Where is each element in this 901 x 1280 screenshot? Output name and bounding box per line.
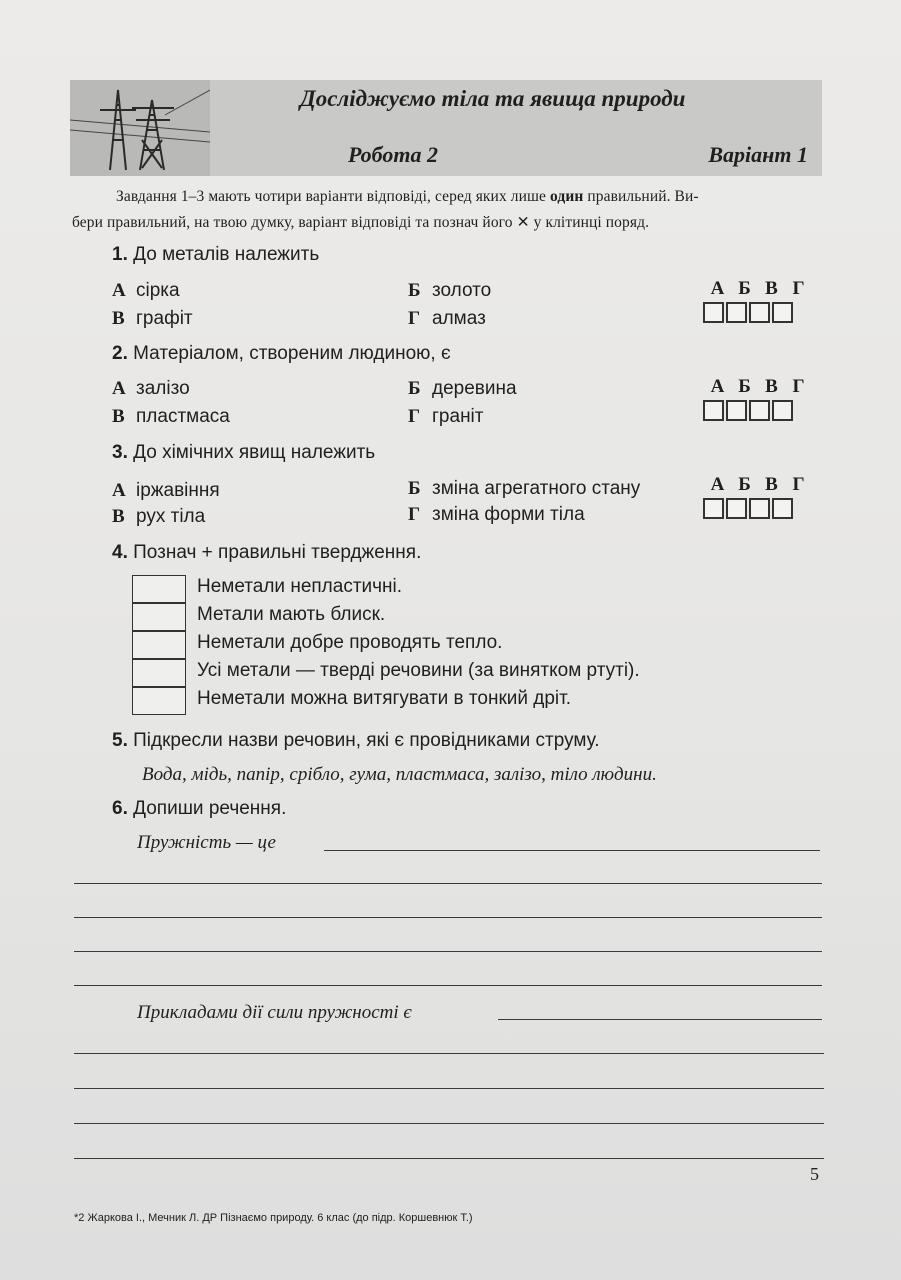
question-text: Матеріалом, створеним людиною, є [133, 343, 451, 364]
instructions [72, 184, 820, 236]
question-text: До хімічних явищ належить [133, 442, 376, 463]
answer-cell[interactable] [726, 400, 747, 421]
question-text: До металів належить [133, 244, 320, 265]
option-g: Г алмаз [408, 308, 486, 329]
instructions-line2: бери правильний, на твою думку, варіант відповіді та познач його ✕ у клітинці поряд. [72, 214, 650, 231]
option-a: А залізо [112, 378, 190, 399]
answer-cell[interactable] [703, 302, 724, 323]
answer-cells-q3[interactable] [703, 498, 795, 519]
question-text: Познач + правильні твердження. [133, 542, 422, 563]
statement-text: Неметали непластичні. [197, 576, 403, 597]
footer-note: *2 Жаркова І., Мечник Л. ДР Пізнаємо природу. 6 клас (до підр. Коршевнюк Т.) [74, 1212, 473, 1224]
option-g: Г зміна форми тіла [408, 504, 585, 525]
statement-checkbox[interactable] [132, 631, 186, 659]
option-a: А іржавіння [112, 480, 220, 501]
option-g: Г граніт [408, 406, 484, 427]
answer-line[interactable] [74, 1158, 824, 1159]
statement-checkbox[interactable] [132, 687, 186, 715]
statement-text: Усі метали — тверді речовини (за винятком ртуті). [197, 660, 640, 681]
statement-checkbox[interactable] [132, 659, 186, 687]
question-text: Підкресли назви речовин, які є провідниками струму. [133, 730, 600, 751]
instructions-bold: один [550, 188, 584, 205]
answer-line[interactable] [74, 1088, 824, 1089]
option-a: А сірка [112, 280, 180, 301]
power-tower-photo [70, 80, 210, 176]
statement-checkbox[interactable] [132, 603, 186, 631]
question-2-title [112, 343, 451, 365]
header-title: Досліджуємо тіла та явища природи [300, 86, 686, 111]
answer-grid-letters: А Б В Г [710, 278, 805, 299]
answer-line[interactable] [324, 850, 820, 851]
answer-cell[interactable] [772, 302, 793, 323]
prompt-elasticity: Пружність — це [137, 832, 276, 853]
substances-list[interactable]: Вода, мідь, папір, срібло, гума, пластмаса, залізо, тіло людини. [142, 764, 657, 785]
question-number: 1. [112, 244, 128, 265]
answer-cell[interactable] [703, 498, 724, 519]
question-4-title [112, 542, 421, 564]
answer-cell[interactable] [772, 498, 793, 519]
option-v: В рух тіла [112, 506, 206, 527]
answer-line[interactable] [74, 1123, 824, 1124]
question-number: 3. [112, 442, 128, 463]
page-number: 5 [810, 1164, 819, 1184]
answer-cell[interactable] [703, 400, 724, 421]
header-band [70, 80, 822, 176]
answer-line[interactable] [498, 1019, 822, 1020]
variant-number: Варіант 1 [708, 142, 808, 167]
instructions-line1-end: правильний. Ви- [583, 188, 699, 205]
option-b: Б зміна агрегатного стану [408, 478, 641, 499]
instructions-line1: Завдання 1–3 мають чотири варіанти відповіді, серед яких лише [116, 188, 550, 205]
option-b: Б деревина [408, 378, 517, 399]
answer-cell[interactable] [726, 498, 747, 519]
answer-cell[interactable] [726, 302, 747, 323]
option-b: Б золото [408, 280, 492, 301]
work-number: Робота 2 [348, 142, 438, 167]
answer-cell[interactable] [772, 400, 793, 421]
statement-text: Неметали можна витягувати в тонкий дріт. [197, 688, 572, 709]
answer-line[interactable] [74, 1053, 824, 1054]
answer-cell[interactable] [749, 498, 770, 519]
statement-text: Неметали добре проводять тепло. [197, 632, 503, 653]
answer-line[interactable] [74, 883, 822, 884]
statement-text: Метали мають блиск. [197, 604, 386, 625]
answer-grid-letters: А Б В Г [710, 474, 805, 495]
question-number: 6. [112, 798, 128, 819]
question-text: Допиши речення. [133, 798, 287, 819]
answer-line[interactable] [74, 985, 822, 986]
answer-line[interactable] [74, 917, 822, 918]
answer-cell[interactable] [749, 302, 770, 323]
question-1-title [112, 244, 319, 266]
statement-checkbox[interactable] [132, 575, 186, 603]
question-number: 5. [112, 730, 128, 751]
answer-cell[interactable] [749, 400, 770, 421]
option-v: В пластмаса [112, 406, 230, 427]
question-number: 4. [112, 542, 128, 563]
answer-cells-q2[interactable] [703, 400, 795, 421]
question-3-title [112, 442, 375, 464]
question-5-title [112, 730, 600, 752]
option-v: В графіт [112, 308, 193, 329]
question-number: 2. [112, 343, 128, 364]
prompt-elastic-force-examples: Прикладами дії сили пружності є [137, 1002, 412, 1023]
answer-cells-q1[interactable] [703, 302, 795, 323]
answer-grid-letters: А Б В Г [710, 376, 805, 397]
answer-line[interactable] [74, 951, 822, 952]
question-6-title [112, 798, 286, 820]
